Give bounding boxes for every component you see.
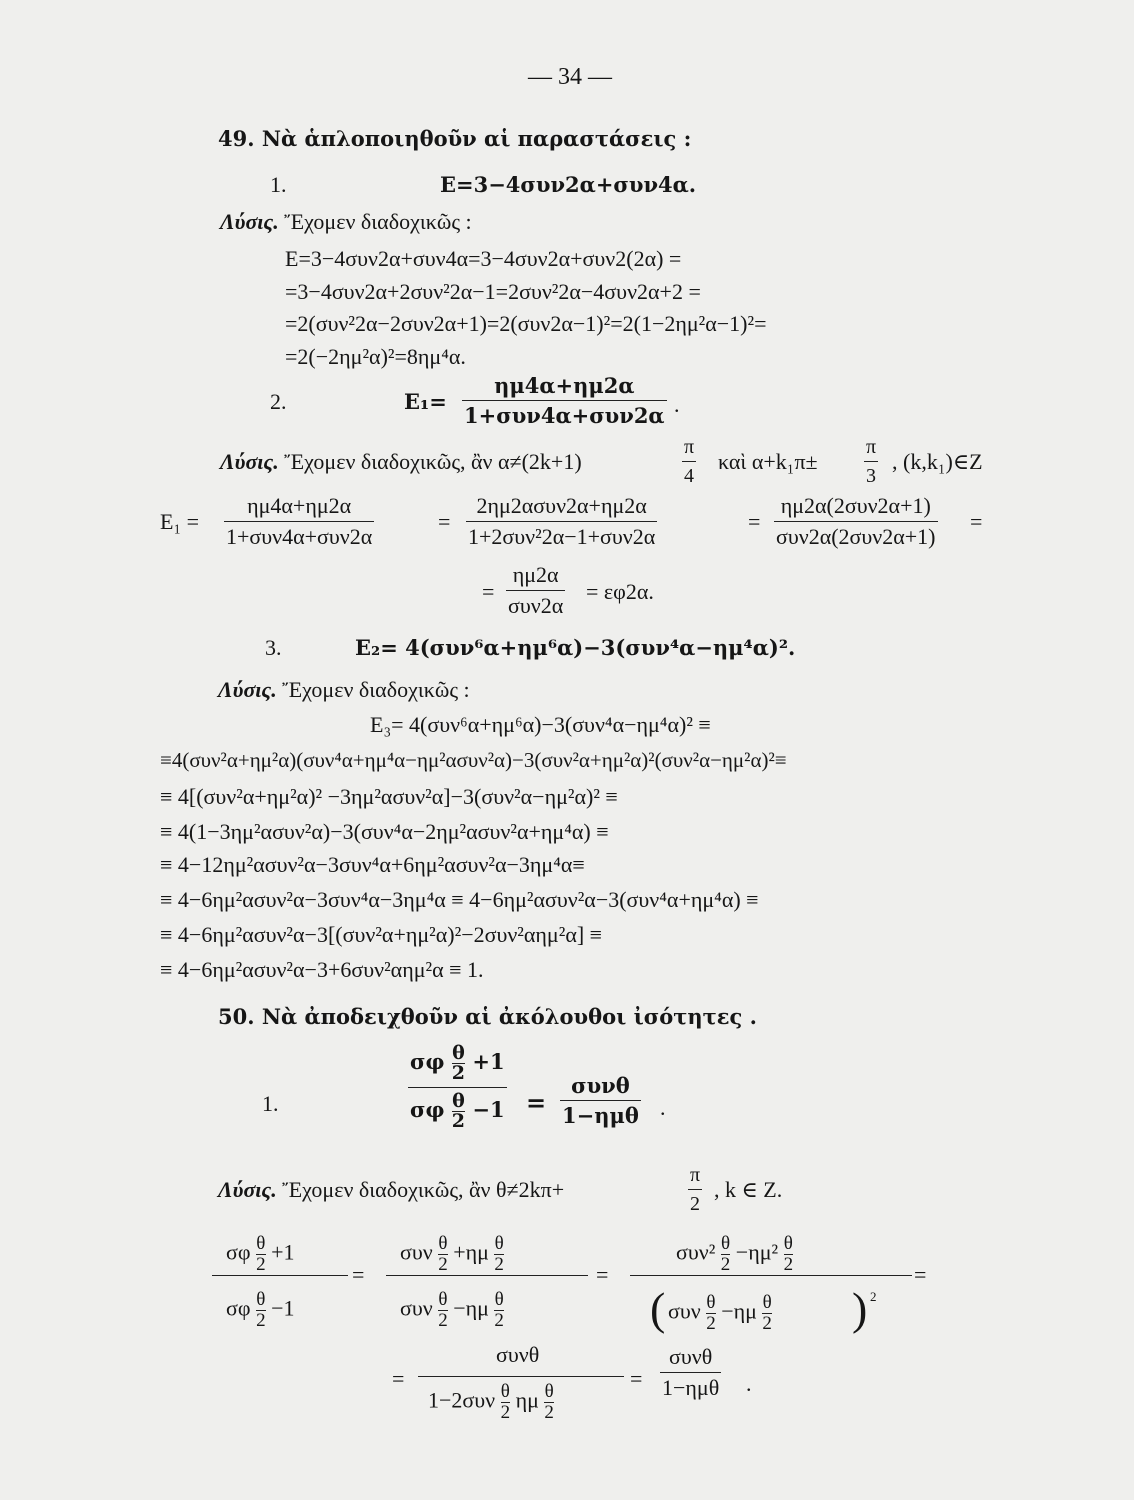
ex50-item1-cond-end: , k ∈ Z. [714, 1177, 783, 1202]
ex49-item3-line1: E₃= 4(συν⁶α+ημ⁶α)−3(συν⁴α−ημ⁴α)² ≡ [370, 712, 711, 737]
ex50-step4-den: 1−2συν $\frac{\theta}{2}$ ημ $\frac{\theta}{2}$ [428, 1381, 554, 1423]
fraction-denominator: σφ $\frac{\theta}{2}$ −1 [408, 1087, 507, 1131]
ex50-step5: συνθ 1−ημθ [662, 1344, 720, 1401]
ex49-item2-step3: ημ2α(2συν2α+1) συν2α(2συν2α+1) [776, 493, 936, 550]
ex49-item3-line6: ≡ 4−6ημ²ασυν²α−3συν⁴α−3ημ⁴α ≡ 4−6ημ²ασυν²α−3(συν⁴α+ημ⁴α) ≡ [160, 887, 759, 912]
ex50-item1-lhs-fraction [408, 1044, 507, 1131]
pi-over-2: $\frac{\pi}{2}$ [690, 1164, 701, 1215]
ex50-item1-rhs-fraction: συνθ 1−ημθ [562, 1073, 639, 1129]
ex49-item2-cond-end: , (k,k₁)∈Z [892, 449, 983, 474]
ex50-step2-num: συν $\frac{\theta}{2}$ +ημ $\frac{\theta}{2}$ [400, 1233, 504, 1275]
ex50-step1-num: σφ $\frac{\theta}{2}$ +1 [226, 1233, 295, 1275]
ex49-item3-expression: E₂= 4(συν⁶α+ημ⁶α)−3(συν⁴α−ημ⁴α)². [355, 635, 796, 660]
ex50-step2-den: συν $\frac{\theta}{2}$ −ημ $\frac{\theta}{2}$ [400, 1289, 504, 1331]
pi-over-4: $\frac{\pi}{4}$ [684, 436, 695, 487]
solution-text: Ἔχομεν διαδοχικῶς, ἂν θ≠2kπ+ [282, 1177, 565, 1202]
ex49-item3-line8: ≡ 4−6ημ²ασυν²α−3+6συν²αημ²α ≡ 1. [160, 957, 484, 982]
pi-over-3: $\frac{\pi}{3}$ [866, 436, 877, 487]
solution-text: Ἔχομεν διαδοχικῶς : [282, 677, 470, 702]
ex49-item2-lhs: E₁= [404, 389, 447, 414]
ex49-item3-line7: ≡ 4−6ημ²ασυν²α−3[(συν²α+ημ²α)²−2συν²αημ²α] ≡ [160, 922, 603, 947]
exercise-49-heading: 49. Νὰ ἁπλοποιηθοῦν αἱ παραστάσεις : [218, 126, 692, 151]
ex50-step3-den: συν $\frac{\theta}{2}$ −ημ $\frac{\theta}{2}$ [668, 1292, 772, 1334]
solution-label: Λύσις. [220, 209, 279, 234]
ex49-item2-fraction [462, 374, 667, 427]
page-number: — 34 — [528, 64, 612, 90]
ex49-item1-expression: E=3−4συν2α+συν4α. [440, 172, 697, 197]
solution-label: Λύσις. [220, 449, 279, 474]
solution-label: Λύσις. [218, 1177, 277, 1202]
ex49-item2-cond-middle: καὶ α+k₁π± [718, 449, 818, 474]
ex49-item2-step2: 2ημ2ασυν2α+ημ2α 1+2συν²2α−1+συν2α [468, 493, 656, 550]
ex49-item2-e1: E₁ = [160, 509, 200, 534]
ex50-item1-number: 1. [262, 1091, 279, 1116]
ex50-item1-solution-intro [218, 1178, 564, 1202]
ex50-step3-num: συν² $\frac{\theta}{2}$ −ημ² $\frac{\theta}{2}$ [676, 1233, 794, 1275]
ex49-item1-line2: =3−4συν2α+2συν²2α−1=2συν²2α−4συν2α+2 = [285, 279, 701, 304]
ex49-item3-line4: ≡ 4(1−3ημ²ασυν²α)−3(συν⁴α−2ημ²ασυν²α+ημ⁴α) ≡ [160, 819, 609, 844]
ex49-item3-line2: ≡4(συν²α+ημ²α)(συν⁴α+ημ⁴α−ημ²ασυν²α)−3(συν²α+ημ²α)²(συν²α−ημ²α)²≡ [160, 748, 787, 772]
ex49-item3-line3: ≡ 4[(συν²α+ημ²α)² −3ημ²ασυν²α]−3(συν²α−ημ²α)² ≡ [160, 784, 618, 809]
ex49-item1-number: 1. [270, 172, 287, 197]
ex49-item2-solution-intro [220, 450, 582, 474]
solution-text: Ἔχομεν διαδοχικῶς : [284, 209, 472, 234]
ex49-item2-step4: ημ2α συν2α [508, 562, 564, 619]
ex49-item2-number: 2. [270, 389, 287, 414]
ex49-item1-solution-intro [220, 210, 472, 234]
ex50-step4-num: συνθ [496, 1342, 540, 1367]
exercise-50-heading: 50. Νὰ ἀποδειχθοῦν αἱ ἀκόλουθοι ἰσότητες . [218, 1004, 757, 1029]
ex49-item3-number: 3. [265, 635, 282, 660]
document-page: — 34 — 49. Νὰ ἁπλοποιηθοῦν αἱ παραστάσεις : 1. E=3−4συν2α+συν4α. Λύσις. Ἔχομεν διαδοχικῶς : E=3−4συν2α+συν4α=3−4συν2α+συν2(2α) = =3−4συν2α+2συν²2α−1=2συν²2α−4συν2α+2 = =2(συν²2α−2συν2α+1)=2(συν2α−1)²=2(1−2ημ²α−1)²= =2(−2ημ²α)²=8ημ⁴α. 2. E₁= ημ4α+ημ2α 1+συν4α+συν2α . Λύσις. Ἔχομεν διαδοχικῶς, ἂν α≠(2k+1) $\frac{\pi}{4}$ καὶ α+k₁π± $\frac{\pi}{3}$ , (k,k₁)∈Z E₁ = ημ4α+ημ2α 1+συν4α+συν2α = 2ημ2ασυν2α+ημ2α 1+2συν²2α−1+συν2α = ημ2α(2συν2α+1) συν2α(2συν2α+1) = = ημ2α συν2α = εφ2α. 3. E₂= 4(συν⁶α+ημ⁶α)−3(συν⁴α−ημ⁴α)². Λύσις. Ἔχομεν διαδοχικῶς : E₃= 4(συν⁶α+ημ⁶α)−3(συν⁴α−ημ⁴α)² ≡ ≡4(συν²α+ημ²α)(συν⁴α+ημ⁴α−ημ²ασυν²α)−3(συν²α+ημ²α)²(συν²α−ημ²α)²≡ ≡ 4[(συν²α+ημ²α)² −3ημ²ασυν²α]−3(συν²α−ημ²α)² ≡ ≡ 4(1−3ημ²ασυν²α)−3(συν⁴α−2ημ²ασυν²α+ημ⁴α) ≡ ≡ 4−12ημ²ασυν²α−3συν⁴α+6ημ²ασυν²α−3ημ⁴α≡ ≡ 4−6ημ²ασυν²α−3συν⁴α−3ημ⁴α ≡ 4−6ημ²ασυν²α−3(συν⁴α+ημ⁴α) ≡ ≡ 4−6ημ²ασυν²α−3[(συν²α+ημ²α)²−2συν²αημ²α] ≡ ≡ 4−6ημ²ασυν²α−3+6συν²αημ²α ≡ 1. 50. Νὰ ἀποδειχθοῦν αἱ ἀκόλουθοι ἰσότητες . 1. σφ $\frac{\theta}{2}$ +1 σφ $\frac{\theta}{2}$ −1 = συνθ 1−ημθ . Λύσις. Ἔχομεν διαδοχικῶς, ἂν θ≠2kπ+ $\frac{\pi}{2}$ , k ∈ Z. σφ $\frac{\theta}{2}$ +1 σφ $\frac{\theta}{2}$ −1 = συν $\frac{\theta}{2}$ +ημ $\frac{\theta}{2}$ συν $\frac{\theta}{2}$ −ημ $\frac{\theta}{2}$ = συν² $\frac{\theta}{2}$ −ημ² $\frac{\theta}{2}$ ( συν $\frac{\theta}{2}$ −ημ $\frac{\theta}{2}$ ) 2 = = συνθ 1−2συν $\frac{\theta}{2}$ ημ $\frac{\theta}{2}$ = συνθ 1−ημθ . [0, 0, 1134, 1500]
fraction-denominator: 1+συν4α+συν2α [462, 400, 667, 427]
fraction-numerator: ημ4α+ημ2α [494, 373, 635, 398]
ex49-item3-line5: ≡ 4−12ημ²ασυν²α−3συν⁴α+6ημ²ασυν²α−3ημ⁴α≡ [160, 852, 585, 877]
solution-label: Λύσις. [218, 677, 277, 702]
ex50-step1-den: σφ $\frac{\theta}{2}$ −1 [226, 1289, 295, 1331]
ex49-item3-solution-intro [218, 678, 470, 702]
ex49-item1-line3: =2(συν²2α−2συν2α+1)=2(συν2α−1)²=2(1−2ημ²α−1)²= [285, 311, 767, 336]
ex49-item1-line1: E=3−4συν2α+συν4α=3−4συν2α+συν2(2α) = [285, 246, 682, 271]
ex49-item1-line4: =2(−2ημ²α)²=8ημ⁴α. [285, 344, 466, 369]
solution-text: Ἔχομεν διαδοχικῶς, ἂν α≠(2k+1) [284, 449, 582, 474]
fraction-numerator: σφ $\frac{\theta}{2}$ +1 [410, 1042, 505, 1084]
ex49-item2-step1: ημ4α+ημ2α 1+συν4α+συν2α [226, 493, 373, 550]
ex49-item2-result: = εφ2α. [586, 579, 654, 604]
